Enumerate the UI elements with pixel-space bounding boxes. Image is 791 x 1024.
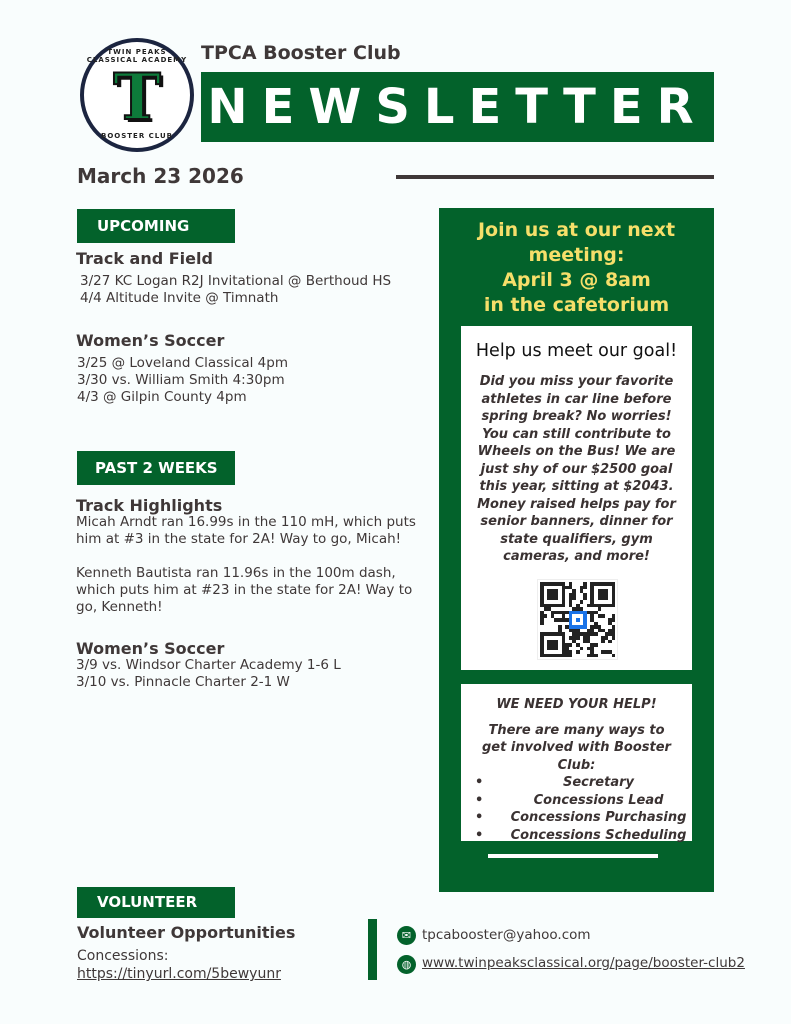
role-item: Concessions Purchasing [510,810,687,825]
upcoming-tag: UPCOMING [77,209,235,243]
section-title: Women’s Soccer [76,639,225,658]
contact-divider [368,919,377,980]
volunteer-label: Concessions: [77,948,169,964]
event-line: 3/25 @ Loveland Classical 4pm [77,355,288,371]
meeting-line: in the cafetorium [483,294,670,316]
role-item: Secretary [563,775,634,790]
section-title: Track and Field [76,249,213,268]
club-name: TPCA Booster Club [201,42,401,64]
meeting-announcement [439,218,714,318]
logo-letter: T [113,60,161,135]
volunteer-link[interactable]: https://tinyurl.com/5bewyunr [77,966,281,982]
goal-box [461,326,692,670]
goal-text: Did you miss your favorite athletes in car line before spring break? No worries! You can still contribute to Wheels on the Bus! We are just shy of our $2500 goal this year, sitting at $2043. Money raised helps pay for senior banners, dinner for state qualifiers, gym cameras, and more! [477,374,676,564]
help-title: WE NEED YOUR HELP! [496,697,657,712]
qr-code[interactable] [537,579,618,660]
contact-website[interactable]: www.twinpeaksclassical.org/page/booster-club2 [422,955,745,971]
newsletter-title: NEWSLETTER [201,72,714,142]
divider [396,175,714,179]
meeting-line: Join us at our next [477,219,676,241]
highlight-paragraph: Kenneth Bautista ran 11.96s in the 100m dash, which puts him at #23 in the state for 2A! Way to go, Kenneth! [76,565,413,615]
email-icon: ✉ [397,926,416,945]
past-tag: PAST 2 WEEKS [77,451,235,485]
event-line: 3/30 vs. William Smith 4:30pm [77,372,285,388]
volunteer-title: Volunteer Opportunities [77,923,296,942]
logo-ring-text: TWIN PEAKS CLASSICAL ACADEMY [86,48,188,64]
meeting-line: meeting: [528,244,625,266]
sidebar [439,208,714,892]
volunteer-tag: VOLUNTEER [77,887,235,918]
sidebar-divider [488,854,658,858]
help-box: WE NEED YOUR HELP! There are many ways to get involved with Booster Club: • Secretary • Concessions Lead • Concessions Purchasing • Concessions Scheduling [461,684,692,841]
contact-email[interactable]: tpcabooster@yahoo.com [422,927,591,943]
event-line: 3/27 KC Logan R2J Invitational @ Berthoud HS [80,273,392,289]
result-line: 3/9 vs. Windsor Charter Academy 1-6 L [76,657,341,673]
role-item: Concessions Lead [533,792,664,808]
result-line: 3/10 vs. Pinnacle Charter 2-1 W [76,674,290,690]
booster-club-logo [80,38,194,152]
qr-module [612,654,616,658]
highlight-paragraph: Micah Arndt ran 16.99s in the 110 mH, which puts him at #3 in the state for 2A! Way to go, Micah! [76,514,416,547]
meeting-line: April 3 @ 8am [502,269,651,291]
section-title: Women’s Soccer [76,331,225,350]
help-intro: There are many ways to get involved with Booster Club: [482,722,671,773]
goal-title: Help us meet our goal! [475,341,678,361]
event-line: 4/3 @ Gilpin County 4pm [77,389,247,405]
event-line: 4/4 Altitude Invite @ Timnath [80,290,279,306]
issue-date: March 23 2026 [77,164,244,188]
section-title: Track Highlights [76,496,223,515]
logo-bottom-text: BOOSTER CLUB [100,132,174,140]
globe-icon: ◍ [397,955,416,974]
role-item: Concessions Scheduling [510,827,687,843]
